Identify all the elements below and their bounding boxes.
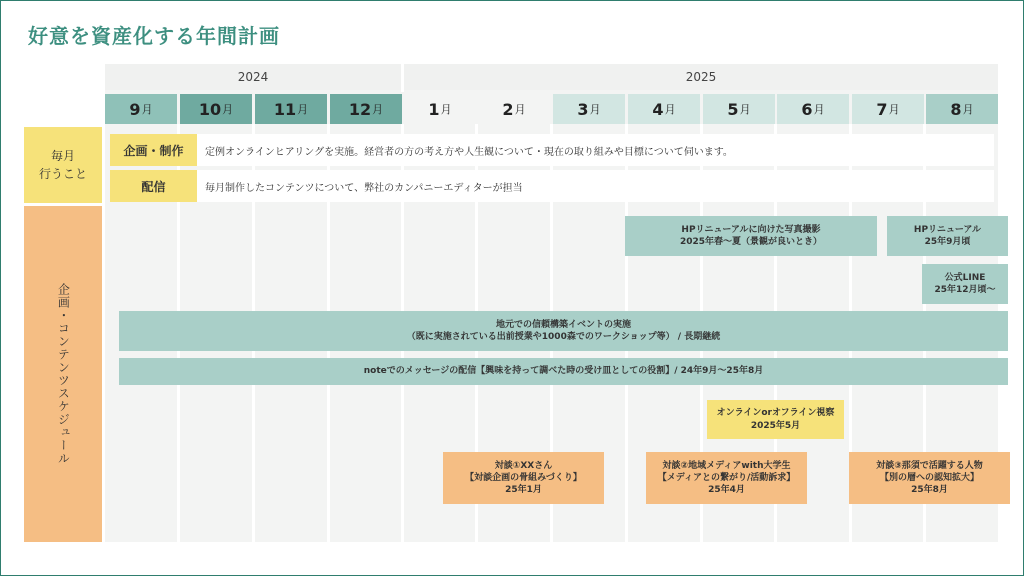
month-header-1 (404, 94, 476, 124)
month-header-11 (255, 94, 327, 124)
month-number: 2 (502, 99, 514, 119)
visit-bar (707, 400, 844, 439)
note-bar (119, 358, 1008, 385)
month-header-6 (777, 94, 849, 124)
month-number: 5 (727, 99, 739, 119)
month-number: 3 (577, 99, 589, 119)
month-number: 11 (273, 99, 297, 119)
month-header-3 (553, 94, 625, 124)
month-header-2 (478, 94, 550, 124)
line-bar (922, 264, 1008, 304)
bar-text-line: HPリニューアル (913, 224, 982, 235)
bar-text-line: 対談①XXさん (494, 460, 553, 471)
month-unit: 月 (813, 103, 825, 116)
bar-text-line: 25年12月頃〜 (934, 285, 996, 295)
bar-text-line: noteでのメッセージの配信【興味を持って調べた時の受け皿としての役割】/ 24年9月〜25年8月 (363, 366, 764, 377)
event-bar (119, 311, 1008, 351)
section-monthly-label (24, 127, 102, 203)
month-header-10 (180, 94, 252, 124)
month-header-7 (852, 94, 924, 124)
talk-3-bar (849, 452, 1010, 504)
bar-text-line: 2025年5月 (750, 420, 801, 431)
month-unit: 月 (589, 103, 601, 116)
month-header-12 (330, 94, 402, 124)
bar-text-line: HPリニューアルに向けた写真撮影 (681, 224, 821, 235)
section-monthly-text: 毎月 行うこと (38, 149, 87, 181)
page-title: 好意を資産化する年間計画 (28, 24, 280, 48)
section-schedule-label (24, 206, 102, 542)
month-number: 4 (652, 99, 664, 119)
month-number: 6 (801, 99, 813, 119)
month-number: 8 (950, 99, 962, 119)
monthly-text-planning: 定例オンラインヒアリングを実施。経営者の方の考え方や人生観について・現在の取り組みや目標について伺います。 (205, 146, 733, 158)
month-header-9 (105, 94, 177, 124)
bar-text-line: （既に実施されている出前授業や1000森でのワークショップ等） / 長期継続 (406, 332, 721, 342)
month-header-4 (628, 94, 700, 124)
month-unit: 月 (372, 103, 384, 116)
bar-text-line: 【別の層への認知拡大】 (879, 472, 979, 483)
monthly-tag-planning: 企画・制作 (110, 134, 197, 166)
year-divider (401, 64, 404, 92)
monthly-text-delivery: 毎月制作したコンテンツについて、弊社のカンパニーエディターが担当 (205, 182, 523, 194)
bar-text-line: 25年8月 (911, 485, 948, 496)
bar-text-line: 【対談企画の骨組みづくり】 (465, 472, 582, 483)
bar-text-line: 25年4月 (708, 485, 745, 496)
talk-2-bar (646, 452, 807, 504)
month-header-8 (926, 94, 998, 124)
month-number: 12 (348, 99, 372, 119)
bar-text-line: 公式LINE (944, 272, 986, 283)
talk-1-bar (443, 452, 604, 504)
month-unit: 月 (664, 103, 676, 116)
hp-photo-bar (625, 216, 877, 256)
hp-renewal-bar (887, 216, 1008, 256)
month-unit: 月 (440, 103, 452, 116)
bar-text-line: 2025年春〜夏（景観が良いとき） (679, 237, 823, 247)
bar-text-line: 地元での信頼構築イベントの実施 (495, 319, 631, 330)
monthly-tag-delivery: 配信 (110, 170, 197, 202)
month-number: 1 (428, 99, 440, 119)
month-unit: 月 (888, 103, 900, 116)
year-label-2025: 2025 (404, 64, 998, 90)
month-number: 7 (876, 99, 888, 119)
bar-text-line: 対談②地域メディアwith大学生 (662, 460, 791, 471)
bar-text-line: オンラインorオフライン視察 (716, 408, 835, 419)
month-unit: 月 (514, 103, 526, 116)
month-number: 10 (198, 99, 222, 119)
month-unit: 月 (297, 103, 309, 116)
bar-text-line: 25年1月 (505, 485, 542, 496)
month-unit: 月 (222, 103, 234, 116)
month-number: 9 (129, 99, 141, 119)
bar-text-line: 25年9月頃 (924, 237, 971, 247)
month-header-5 (703, 94, 775, 124)
bar-text-line: 【メディアとの繋がり/活動訴求】 (657, 472, 796, 483)
month-unit: 月 (141, 103, 153, 116)
year-label-2024: 2024 (105, 64, 401, 90)
month-unit: 月 (962, 103, 974, 116)
month-unit: 月 (739, 103, 751, 116)
section-schedule-text: 企画・コンテンツスケジュール (56, 283, 71, 465)
bar-text-line: 対談③那須で活躍する人物 (876, 460, 983, 471)
